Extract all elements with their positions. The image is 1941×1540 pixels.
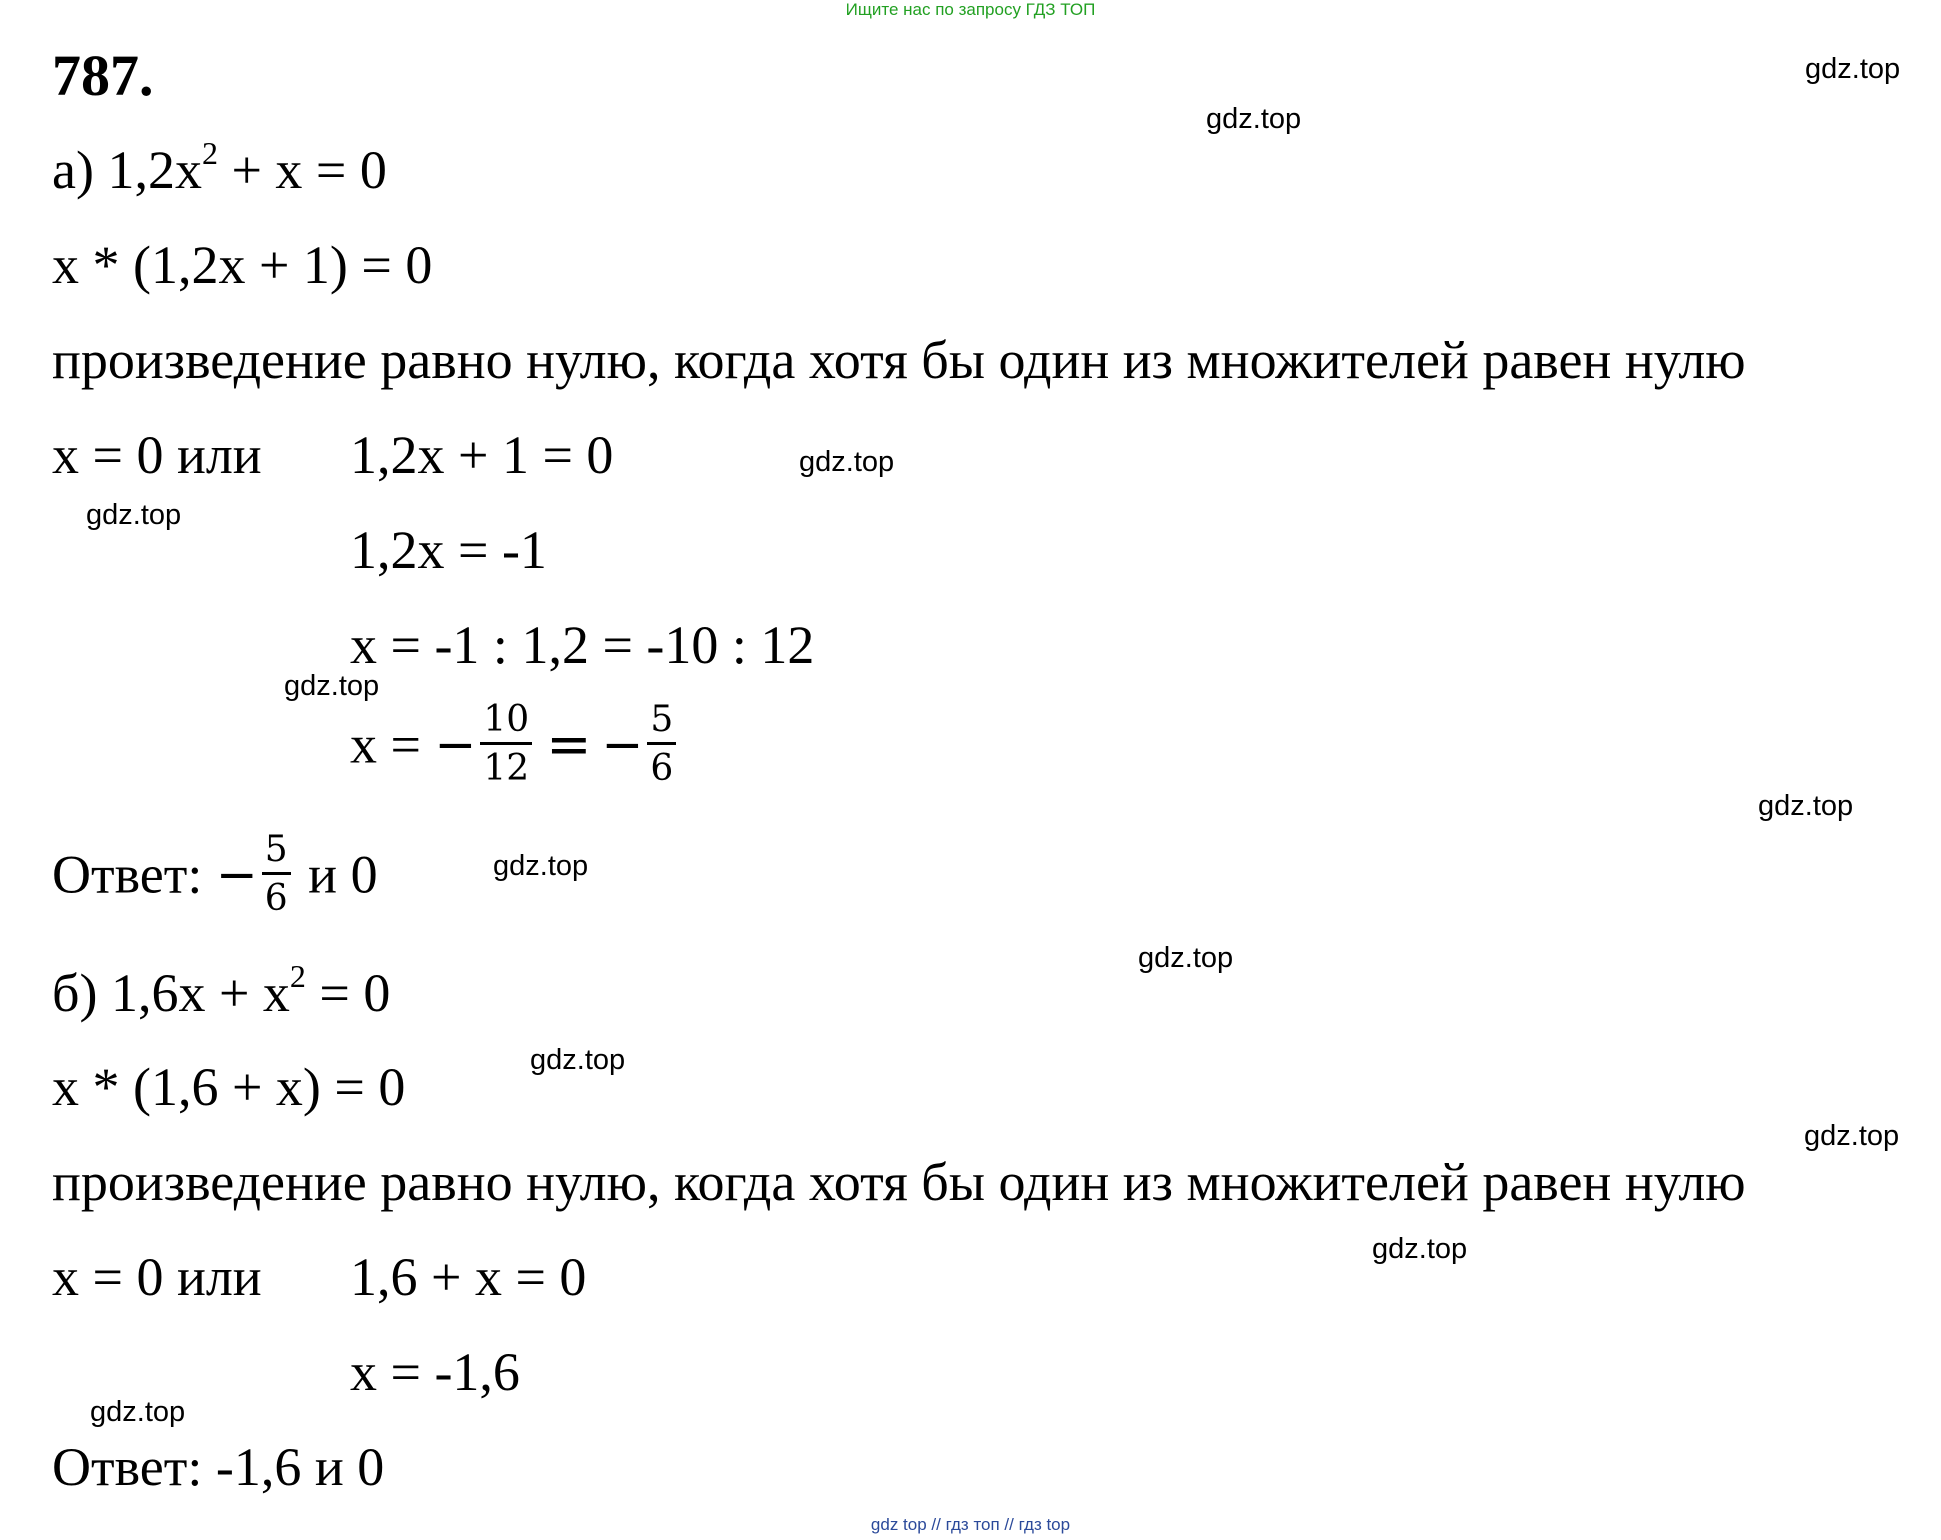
- part-a-answer: Ответ: − $\frac{5}{6}$ и 0: [52, 829, 378, 919]
- part-a-case-right: 1,2x + 1 = 0: [350, 425, 614, 485]
- part-a-case-left: x = 0 или: [52, 425, 262, 485]
- fraction-answer: $\frac{5}{6}$: [262, 832, 291, 917]
- watermark: gdz.top: [1758, 790, 1854, 822]
- part-b-answer: Ответ: -1,6 и 0: [52, 1437, 385, 1497]
- part-b-equation: б) $1,6x + x^2 = 0$: [52, 958, 391, 1023]
- watermark: gdz.top: [1805, 53, 1901, 85]
- watermark: gdz.top: [1372, 1233, 1468, 1265]
- watermark: gdz.top: [284, 670, 380, 702]
- part-a-step: 1,2x = -1: [350, 520, 547, 580]
- part-a-factored: x * (1,2x + 1) = 0: [52, 235, 433, 295]
- watermark: gdz.top: [493, 850, 589, 882]
- watermark: gdz.top: [1804, 1120, 1900, 1152]
- part-b-solution: x = -1,6: [350, 1342, 520, 1402]
- bottom-banner: gdz top // гдз топ // гдз top: [870, 1515, 1071, 1534]
- part-b-factored: x * (1,6 + x) = 0: [52, 1057, 406, 1117]
- part-a-explanation: произведение равно нулю, когда хотя бы один из множителей равен нулю: [52, 330, 1746, 390]
- watermark: gdz.top: [530, 1044, 626, 1076]
- watermark: gdz.top: [86, 499, 182, 531]
- part-b-explanation: произведение равно нулю, когда хотя бы один из множителей равен нулю: [52, 1152, 1746, 1212]
- part-a-division: x = -1 : 1,2 = -10 : 12: [350, 615, 815, 675]
- watermark: gdz.top: [90, 1396, 186, 1428]
- fraction-10-12: $\frac{10}{12}$: [480, 702, 532, 787]
- part-b-case-left: x = 0 или: [52, 1247, 262, 1307]
- top-banner: Ищите нас по запросу ГДЗ ТОП: [845, 0, 1096, 19]
- watermark: gdz.top: [1206, 103, 1302, 135]
- watermark: gdz.top: [799, 446, 895, 478]
- part-b-case-right: 1,6 + x = 0: [350, 1247, 587, 1307]
- problem-number: 787.: [52, 43, 154, 108]
- part-a-equation: а) $1,2x^2 + x = 0$: [52, 135, 387, 200]
- watermark: gdz.top: [1138, 942, 1234, 974]
- fraction-5-6: $\frac{5}{6}$: [647, 702, 676, 787]
- part-a-fraction-line: x = − $\frac{10}{12}$ = − $\frac{5}{6}$: [350, 702, 680, 787]
